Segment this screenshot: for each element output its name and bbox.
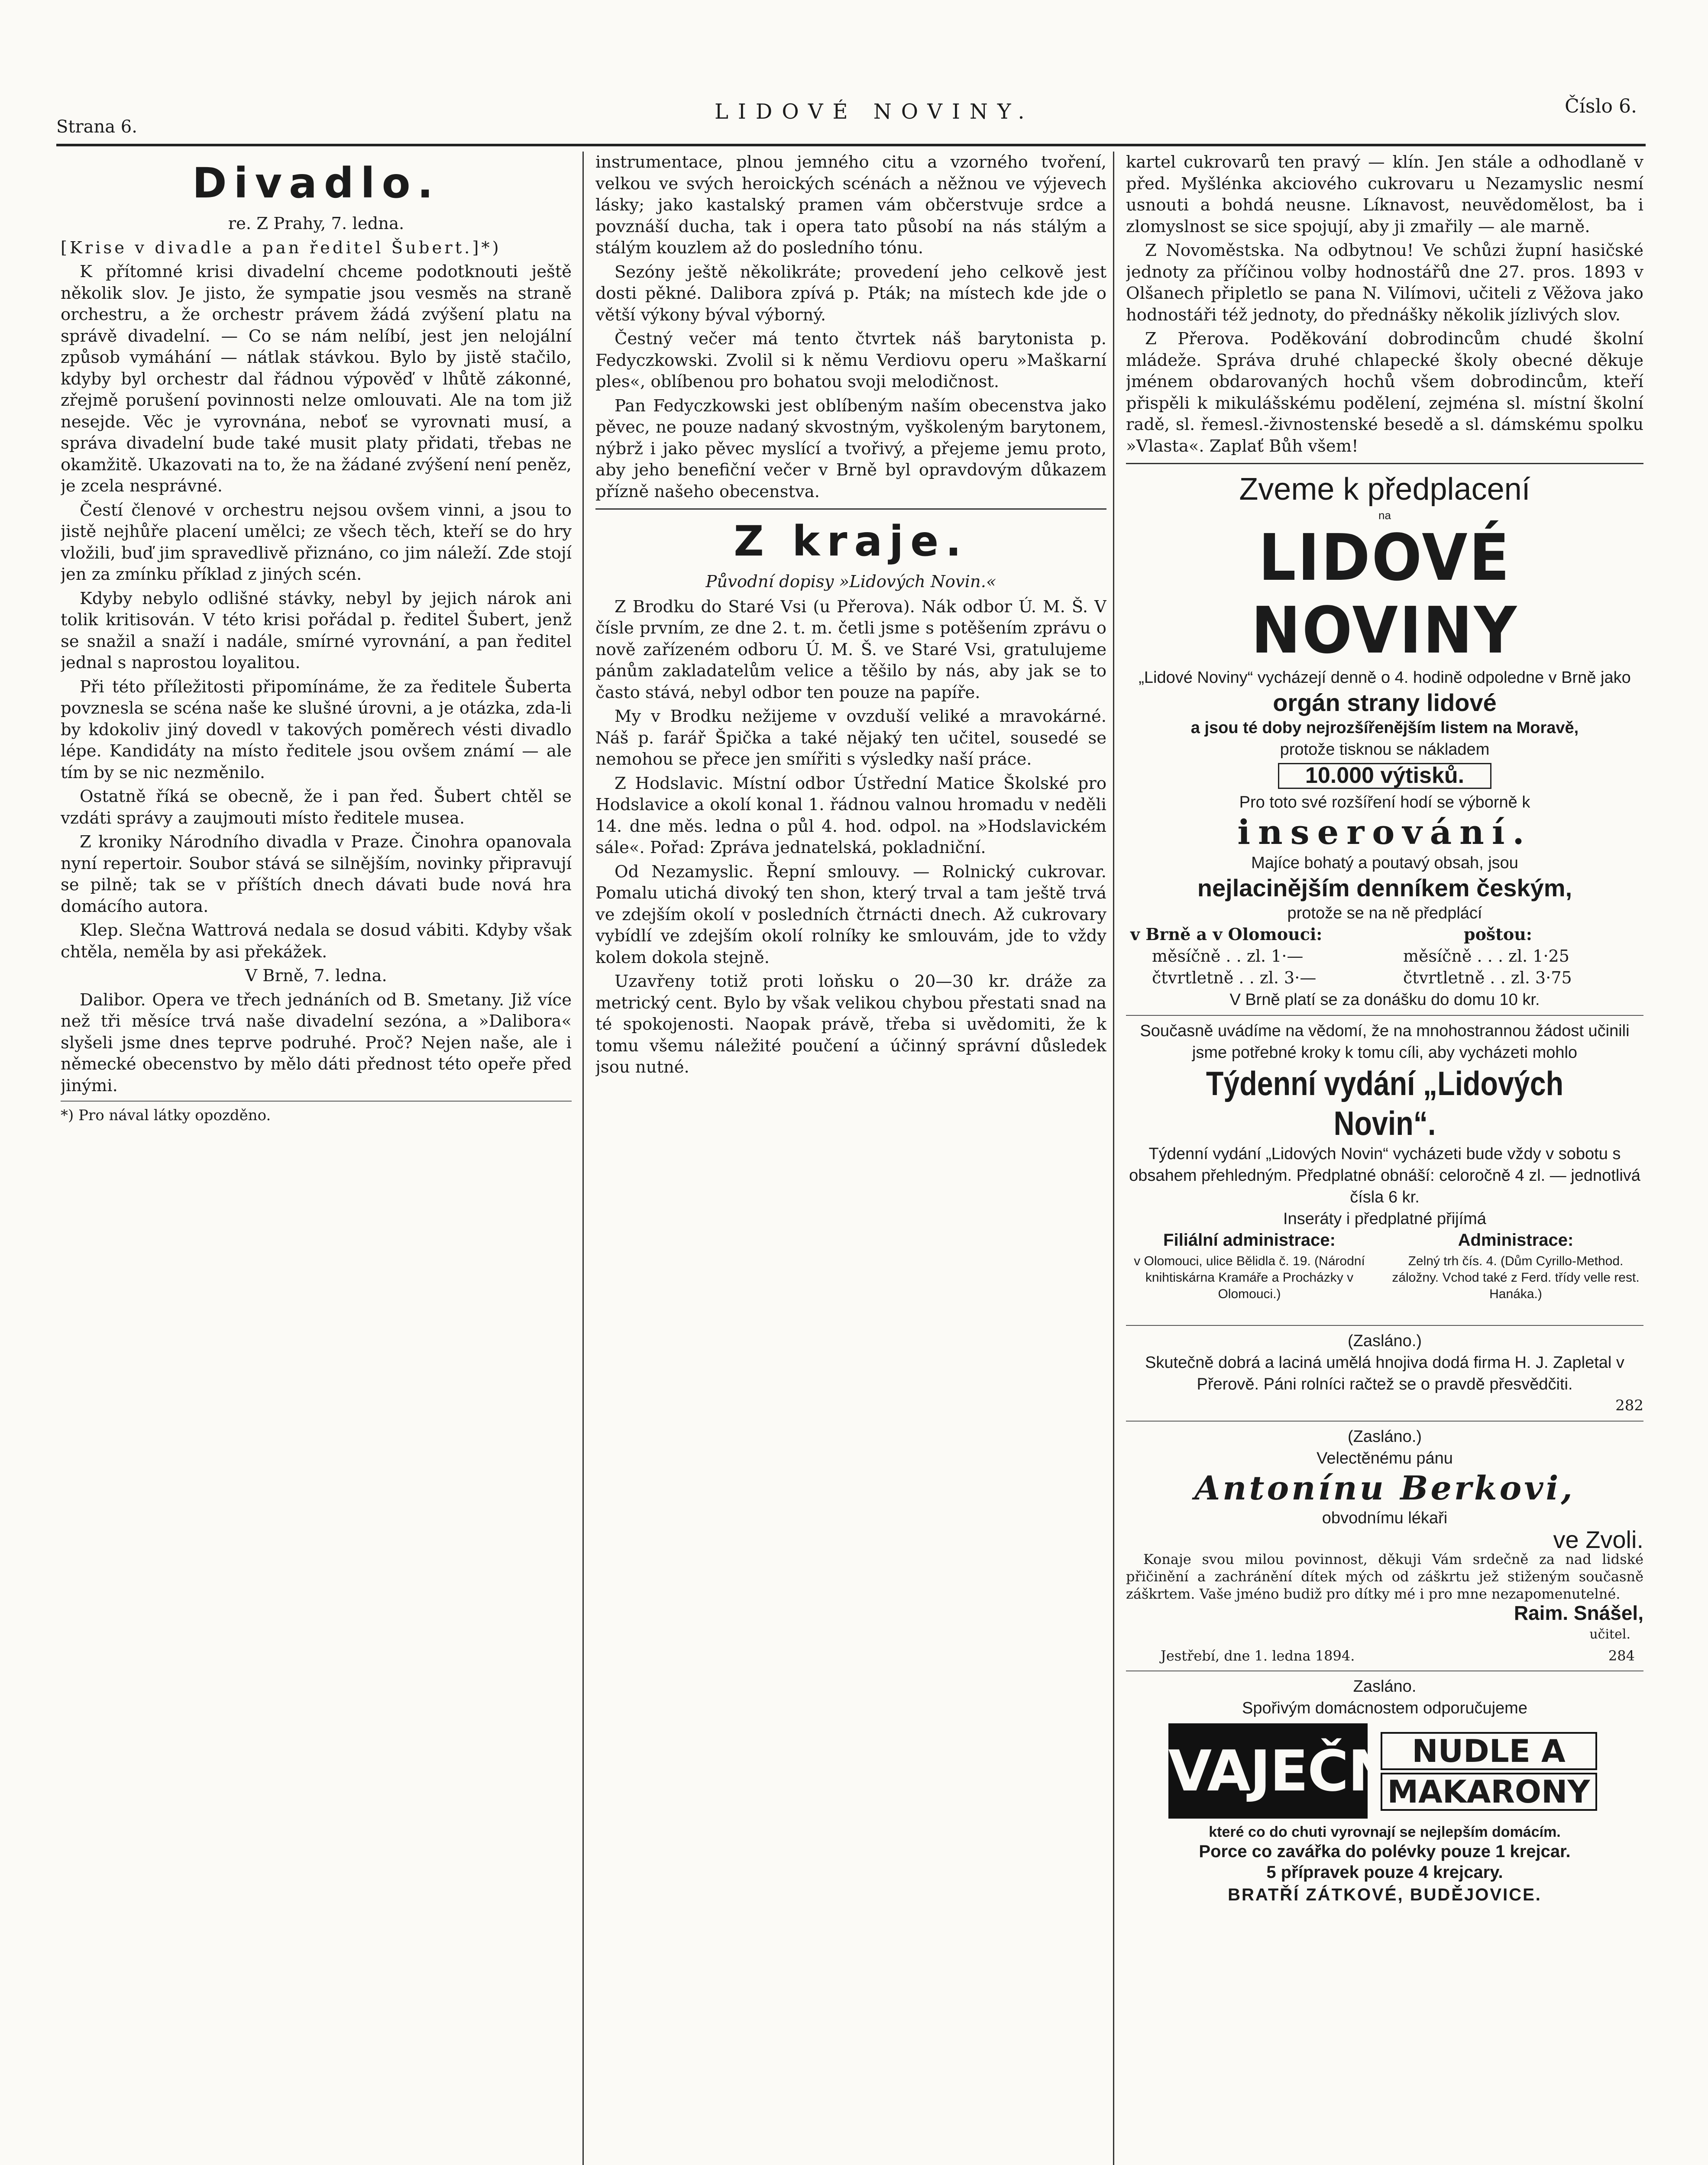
paragraph: K přítomné krisi divadelní chceme podotknouti ještě několik slov. Je jisto, že sympatie jsou vesměs na straně orchestru, a že orchestr právem žádá zvýšení platu na správě divadelní. — Co se nám nelíbí, jest jen nelojální způsob vymáhání — nátlak stávkou. Bylo by jistě stačilo, kdyby byl orchestr dal řádnou výpověď v lhůtě zákonné, zřejmě porušení povinnosti nelze omlouvati. Ale na tom již nesejde. Věc je vyrovnána, neboť se vyrovnati musí, a správa divadelní bude také musit platy přidati, třebas ne okamžitě. Ukazovati na to, že na žádané zvýšení není peněz, je zcela nesprávné. bbox=[61, 262, 572, 496]
circulation-box: 10.000 výtisků. bbox=[1278, 763, 1491, 789]
paragraph: My v Brodku nežijeme v ovzduší veliké a mravokárné. Náš p. farář Špička a také nějaký ten učitel, sousedé se nemohou se přece jen smířiti s výsledky naší práce. bbox=[595, 707, 1106, 769]
ad-inserovani: inserování. bbox=[1237, 812, 1532, 852]
signature: Raim. Snášel, bbox=[1514, 1601, 1643, 1624]
admin-address: Zelný trh čís. 4. (Dům Cyrillo-Method. záložny. Vchod také z Ferd. třídy velle rest. Hanáka.) bbox=[1392, 1254, 1640, 1301]
ad-text: Velectěnému pánu bbox=[1317, 1449, 1453, 1467]
paragraph: Od Nezamyslic. Řepní smlouvy. — Rolnický cukrovar. Pomalu utichá divoký ten shon, který trval a tam ještě trvá ve zdejším okolí v posledních čtrnácti dnech. Až cukrovary vybídlí ve zdejším okolí rolníky ke smlouvám, jde to vždy kolem dokola stejně. bbox=[595, 862, 1106, 967]
paragraph: Klep. Slečna Wattrová nedala se dosud vábiti. Kdyby však chtěla, neměla by asi překážek. bbox=[61, 921, 572, 962]
section-heading: Z kraje. bbox=[734, 517, 968, 565]
paragraph: Čestný večer má tento čtvrtek náš barytonista p. Fedyczkowski. Zvolil si k němu Verdiovu operu »Maškarní ples«, oblíbenou pro bohatou svoji melodičnost. bbox=[595, 329, 1106, 391]
subscription-heading: Zveme k předplacení bbox=[1239, 472, 1530, 507]
dateline: V Brně, 7. ledna. bbox=[245, 966, 387, 986]
footnote: *) Pro nával látky opozděno. bbox=[61, 1107, 271, 1124]
ad-text: Týdenní vydání „Lidových Novin“ vycházeti bude vždy v sobotu s obsahem přehledným. Předplatné obnáší: celoročně 4 zl. — jednotlivá čísla 6 kr. bbox=[1129, 1144, 1640, 1206]
ad-newspaper-title: LIDOVÉ NOVINY bbox=[1251, 520, 1518, 668]
ad-rule bbox=[1126, 463, 1643, 464]
ad-text: Inseráty i předplatné přijímá bbox=[1283, 1209, 1486, 1228]
paragraph: Z Hodslavic. Místní odbor Ústřední Matice Školské pro Hodslavice a okolí konal 1. řádnou valnou hromadu v neděli 14. dne měs. ledna o půl 4. hod. odpol. na »Hodslavickém sále«. Pořad: Zpráva jednatelská, pokladniční. bbox=[595, 773, 1106, 857]
ad-text: Pro toto své rozšíření hodí se výborně k bbox=[1239, 793, 1530, 811]
ad-date: Jestřebí, dne 1. ledna 1894. bbox=[1161, 1647, 1355, 1664]
ad-number: 284 bbox=[1608, 1647, 1635, 1664]
paragraph: Z Brodku do Staré Vsi (u Přerova). Nák odbor Ú. M. Š. V čísle prvním, ze dne 2. t. m. četli jsme s potěšením zprávu o nově zařízeném odboru Ú. M. Š. ve Staré Vsi, gratulujeme pánům zakladatelům velice a těšilo by nás, aby jak se to často stává, nebyl odbor ten pouze na papíře. bbox=[595, 597, 1106, 702]
paragraph: Z kroniky Národního divadla v Praze. Činohra opanovala nyní repertoir. Soubor stává se silnějším, novinky připravují se pilně; tak se v příštích dnech dávati bude nová hra domácího autora. bbox=[61, 832, 572, 916]
zaslano-label: (Zasláno.) bbox=[1347, 1331, 1422, 1350]
paragraph: Dalibor. Opera ve třech jednáních od B. Smetany. Již více než tři měsíce trvá naše divadelní sezóna, a »Dalibora« slyšeli jsme dnes teprve podruhé. Proč? Nejen naše, ale i německé obecenstvo by mělo dáti přednost této opeře před jinými. bbox=[61, 990, 572, 1095]
ad-number: 282 bbox=[1615, 1396, 1643, 1414]
ad-text: které co do chuti vyrovnají se nejlepším domácím. bbox=[1209, 1823, 1561, 1840]
zaslano-label: Zasláno. bbox=[1353, 1677, 1417, 1696]
ad-rule bbox=[1126, 1015, 1643, 1016]
company-name: BRATŘÍ ZÁTKOVÉ, BUDĚJOVICE. bbox=[1228, 1885, 1542, 1904]
filial-heading: Filiální administrace: bbox=[1163, 1230, 1336, 1250]
ad-text: Současně uvádíme na vědomí, že na mnohostrannou žádost učinili jsme potřebné kroky k tomu cíli, aby vycházeti mohlo bbox=[1140, 1021, 1630, 1062]
ad-rule bbox=[1126, 1325, 1643, 1326]
column-theatre bbox=[61, 152, 572, 2165]
column-divider bbox=[1113, 152, 1114, 2165]
top-rule bbox=[56, 144, 1646, 146]
ad-text: Porce co zavářka do polévky pouze 1 krejcar. bbox=[1199, 1842, 1571, 1861]
price-heading-local: v Brně a v Olomouci: bbox=[1130, 924, 1323, 944]
paragraph: kartel cukrovarů ten pravý — klín. Jen stále a odhodlaně v před. Myšlénka akciového cukrovaru u Nezamyslic nesmí usnouti a bohdá neusne. Líknavost, neuvědomělost, ba i zlomyslnost se sice spojují, aby ji zmařily — ale marně. bbox=[1126, 152, 1643, 236]
newspaper-title: LIDOVÉ NOVINY. bbox=[715, 100, 1034, 124]
page-number: Strana 6. bbox=[56, 117, 137, 137]
doctor-name: Antonínu Berkovi, bbox=[1194, 1469, 1575, 1507]
price-cell: měsíčně . . zl. 1·— bbox=[1152, 946, 1304, 966]
zaslano-label: (Zasláno.) bbox=[1347, 1428, 1422, 1446]
admin-heading: Administrace: bbox=[1458, 1230, 1574, 1250]
ad-text: obvodnímu lékaři bbox=[1322, 1509, 1448, 1527]
section-rule bbox=[595, 508, 1106, 510]
price-cell: čtvrtletně . . zl. 3·75 bbox=[1403, 968, 1572, 987]
section-heading: Divadlo. bbox=[192, 159, 440, 207]
paragraph: instrumentace, plnou jemného citu a vzorného tvoření, velkou ve svých heroických scénách a něžnou ve výjevech lásky; jako kastalský pramen vám občerstvuje srdce a povznáší ducha, tak i opera tato působí na nás stálým a stálým kouzlem až do posledního tónu. bbox=[595, 152, 1106, 258]
ad-rule bbox=[1126, 1421, 1643, 1422]
fertilizer-ad: Skutečně dobrá a laciná umělá hnojiva dodá firma H. J. Zapletal v Přerově. Páni rolníci račtež se o pravdě přesvědčiti. bbox=[1145, 1353, 1624, 1393]
ad-text: V Brně platí se za donášku do domu 10 kr. bbox=[1229, 990, 1540, 1009]
ad-text: „Lidové Noviny“ vycházejí denně o 4. hodině odpoledne v Brně jako bbox=[1139, 669, 1631, 687]
paragraph: Sezóny ještě několikráte; provedení jeho celkově jest dosti pěkné. Dalibora zpívá p. Pták; na místech kde jde o větší výkony býval výborný. bbox=[595, 262, 1106, 325]
signature-title: učitel. bbox=[1589, 1627, 1630, 1642]
paragraph: Čestí členové v orchestru nejsou ovšem vinni, a jsou to jistě nejhůře placení umělci; ze všech těch, kteří se do hry vložili, buď jim spravedlivě přiznáno, co jim náleží. Zde stojí jen za zmínku příklad z jiných scén. bbox=[61, 500, 572, 584]
column-regions bbox=[595, 152, 1106, 2165]
ad-text: 5 přípravek pouze 4 krejcary. bbox=[1266, 1862, 1503, 1882]
noodle-logo bbox=[1168, 1723, 1601, 1819]
ad-text: Majíce bohatý a poutavý obsah, jsou bbox=[1251, 853, 1518, 872]
price-cell: čtvrtletně . . zl. 3·— bbox=[1152, 968, 1317, 987]
footnote-rule bbox=[61, 1101, 572, 1102]
paragraph: Ostatně říká se obecně, že i pan řed. Šubert chtěl se vzdáti správy a zaujmouti místo ředitele musea. bbox=[61, 787, 572, 828]
column-divider bbox=[582, 152, 584, 2165]
paragraph: Z Novoměstska. Na odbytnou! Ve schůzi župní hasičské jednoty za příčinou volby hodnostářů dne 27. pros. 1893 v Olšanech připletlo se pana N. Vilímovi, učiteli z Věžova jako hodnostáři též jednoty, do přednášky několik jízlivých slov. bbox=[1126, 241, 1643, 325]
ad-text: Spořivým domácnostem odporučujeme bbox=[1242, 1699, 1527, 1717]
weekly-edition-heading: Týdenní vydání „Lidových Novin“. bbox=[1206, 1064, 1564, 1142]
logo-vajecne: VAJEČNÉ bbox=[1168, 1723, 1368, 1819]
price-cell: měsíčně . . . zl. 1·25 bbox=[1403, 946, 1569, 966]
paragraph: Při této příležitosti připomínáme, že za ředitele Šuberta povznesla se scéna naše ke slušné úrovni, a je otázka, zda-li by kdokoliv jiný dovedl v takových poměrech vésti divadlo lépe. Kandidáty na místo ředitele jsou ovšem známí — ale tím by se nic nezměnilo. bbox=[61, 677, 572, 782]
thanks-text: Konaje svou milou povinnost, děkuji Vám srdečně za nad lidské přičinění a zachránění dítek mých od záškrtu jež stiženým současně záškrtem. Vaše jméno budiž pro dítky mé i pro mne nezapomenutelné. bbox=[1126, 1551, 1643, 1602]
ad-text: a jsou té doby nejrozšířenějším listem na Moravě, bbox=[1190, 719, 1579, 737]
logo-nudle: NUDLE A bbox=[1381, 1732, 1597, 1770]
ad-text: protože tisknou se nákladem bbox=[1280, 740, 1490, 759]
filial-address: v Olomouci, ulice Bělidla č. 19. (Národní knihtiskárna Kramáře a Procházky v Olomouci.) bbox=[1134, 1254, 1365, 1301]
price-table bbox=[1126, 924, 1643, 989]
price-heading-post: poštou: bbox=[1464, 924, 1532, 944]
ad-text: protože se na ně předplácí bbox=[1287, 904, 1482, 922]
ad-cheapest: nejlacinějším denníkem českým, bbox=[1197, 874, 1572, 902]
paragraph: Z Přerova. Poděkování dobrodincům chudé školní mládeže. Správa druhé chlapecké školy obecné děkuje jménem obdarovaných hochů všem dobrodincům, kteří přispěli k mikulášskému podělení, zejména sl. místní školní radě, sl. řemesl.-živnostenské besedě a sl. dámskému spolku »Vlasta«. Zaplať Bůh všem! bbox=[1126, 329, 1643, 456]
ad-footer-line bbox=[1126, 1645, 1643, 1666]
issue-number: Číslo 6. bbox=[1565, 95, 1637, 117]
ad-organ: orgán strany lidové bbox=[1273, 689, 1497, 716]
section-subtitle: Původní dopisy »Lidových Novin.« bbox=[705, 572, 996, 591]
dateline: re. Z Prahy, 7. ledna. bbox=[228, 214, 404, 233]
column-ads bbox=[1126, 152, 1643, 2165]
article-subhead: [Krise v divadle a pan ředitel Šubert.]*) bbox=[61, 238, 501, 258]
masthead bbox=[56, 91, 1637, 143]
logo-makarony: MAKARONY bbox=[1381, 1773, 1597, 1811]
ad-place: ve Zvoli. bbox=[1553, 1526, 1643, 1553]
subscription-na: na bbox=[1378, 509, 1391, 522]
paragraph: Uzavřeny totiž proti loňsku o 20—30 kr. dráže za metrický cent. Bylo by však velikou chybou přestati snad na té spokojenosti. Naopak právě, třeba si uvědomiti, že k tomu všemu náležité poučení a účinný správní důsledek jsou nutné. bbox=[595, 972, 1106, 1077]
paragraph: Pan Fedyczkowski jest oblíbeným naším obecenstva jako pěvec, ne pouze nadaný skvostným, vyškoleným barytonem, nýbrž i jako pěvec myslící a tvořivý, a přejeme jemu proto, aby jeho benefiční večer v Brně byl opravdovým důkazem přízně našeho obecenstva. bbox=[595, 396, 1106, 501]
administration-block bbox=[1126, 1230, 1643, 1321]
paragraph: Kdyby nebylo odlišné stávky, nebyl by jejich nárok ani tolik kritisován. V této krisi pořádal p. ředitel Šubert, jenž se snažil a snaží i nadále, smírné vyrovnání, a pan ředitel jednal s naprostou loyalitou. bbox=[61, 588, 572, 672]
logo-right-block bbox=[1381, 1732, 1597, 1810]
